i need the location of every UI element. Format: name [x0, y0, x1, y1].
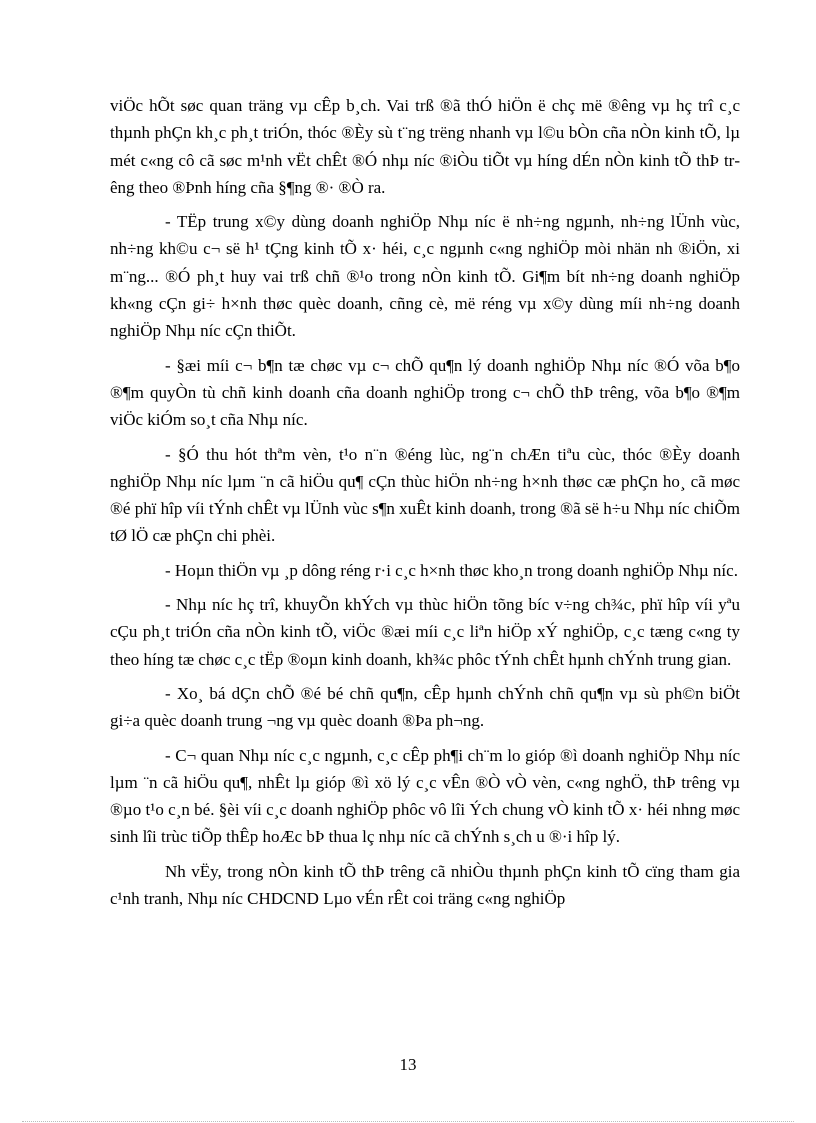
paragraph-7: - Xo¸ bá dÇn chÕ ®é bé chñ qu¶n, cÊp hµnh chÝnh chñ qu¶n vµ sù ph©n biÖt gi÷a quèc doanh trung ¬ng vµ quèc doanh ®Þa ph¬ng.	[110, 683, 740, 731]
paragraph-4: - §Ó thu hót thªm vèn, t¹o n¨n ®éng lùc, ng¨n chÆn tiªu cùc, thóc ®Èy doanh nghiÖp Nhµ níc lµm ¨n cã hiÖu qu¶ cÇn thùc hiÖn nh÷ng h×nh thøc cæ phÇn ho¸ cã møc ®é phï hîp víi tÝnh chÊt vµ lÜnh vùc s¶n xuÊt kinh doanh, trong ®ã së h÷u Nhµ níc chiÕm tØ lÖ cæ phÇn chi phèi.	[110, 444, 740, 546]
paragraph-2: - TËp trung x©y dùng doanh nghiÖp Nhµ níc ë nh÷ng ngµnh, nh÷ng lÜnh vùc, nh÷ng kh©u c¬ së h¹ tÇng kinh tÕ x· héi, c¸c ngµnh c«ng nghiÖp mòi nhän nh ®iÖn, xi m¨ng... ®Ó ph¸t huy vai trß chñ ®¹o trong nÒn kinh tÕ. Gi¶m bít nh÷ng doanh nghiÖp kh«ng cÇn gi÷ h×nh thøc quèc doanh, cñng cè, më réng vµ x©y dùng míi nh÷ng doanh nghiÖp Nhµ níc cÇn thiÕt.	[110, 212, 740, 341]
paragraph-1: viÖc hÕt søc quan träng vµ cÊp b¸ch. Vai trß ®ã thÓ hiÖn ë chç më ®êng vµ hç trî c¸c thµnh phÇn kh¸c ph¸t triÓn, thóc ®Èy sù t¨ng trëng nhanh vµ l©u bÒn cña nÒn kinh tÕ, lµ mét c«ng cô cã søc m¹nh vËt chÊt ®Ó nhµ níc ®iÒu tiÕt vµ híng dÉn nÒn kinh tÕ thÞ trêng theo ®Þnh híng cña §¶ng ®· ®Ò ra.	[110, 96, 740, 197]
page-number: 13	[399, 1055, 417, 1074]
paragraph-3: - §æi míi c¬ b¶n tæ chøc vµ c¬ chÕ qu¶n lý doanh nghiÖp Nhµ níc ®Ó võa b¶o ®¶m quyÒn tù chñ kinh doanh cña doanh nghiÖp trong c¬ chÕ thÞ trêng, võa b¶o ®¶m viÖc kiÓm so¸t cña Nhµ níc.	[110, 355, 740, 430]
paragraph-8: - C¬ quan Nhµ níc c¸c ngµnh, c¸c cÊp ph¶i ch¨m lo gióp ®ì doanh nghiÖp Nhµ níc lµm ¨n cã hiÖu qu¶, nhÊt lµ gióp ®ì xö lý c¸c vÊn ®Ò vÒ vèn, c«ng nghÖ, thÞ trêng vµ ®µo t¹o c¸n bé. §èi víi c¸c doanh nghiÖp phôc vô lîi Ých chung vÒ kinh tÕ x· héi nhng møc sinh lîi trùc tiÕp thÊp hoÆc bÞ thua lç nhµ níc cã chÝnh s¸ch u ®·i hîp lý.	[110, 745, 740, 847]
footer-dotted-rule	[22, 1121, 794, 1122]
paragraph-5: - Hoµn thiÖn vµ ¸p dông réng r·i c¸c h×nh thøc kho¸n trong doanh nghiÖp Nhµ níc.	[165, 560, 738, 580]
body-text	[110, 92, 740, 919]
paragraph-6: - Nhµ níc hç trî, khuyÕn khÝch vµ thùc hiÖn tõng bíc v÷ng ch¾c, phï hîp víi yªu cÇu ph¸t triÓn cña nÒn kinh tÕ, viÖc ®æi míi c¸c liªn hiÖp xÝ nghiÖp, c¸c tæng c«ng ty theo híng tæ chøc c¸c tËp ®oµn kinh doanh, kh¾c phôc tÝnh chÊt hµnh chÝnh trung gian.	[110, 595, 740, 669]
paragraph-9: Nh vËy, trong nÒn kinh tÕ thÞ trêng cã nhiÒu thµnh phÇn kinh tÕ cïng tham gia c¹nh tranh, Nhµ níc CHDCND Lµo vÉn rÊt coi träng c«ng nghiÖp	[110, 861, 740, 909]
